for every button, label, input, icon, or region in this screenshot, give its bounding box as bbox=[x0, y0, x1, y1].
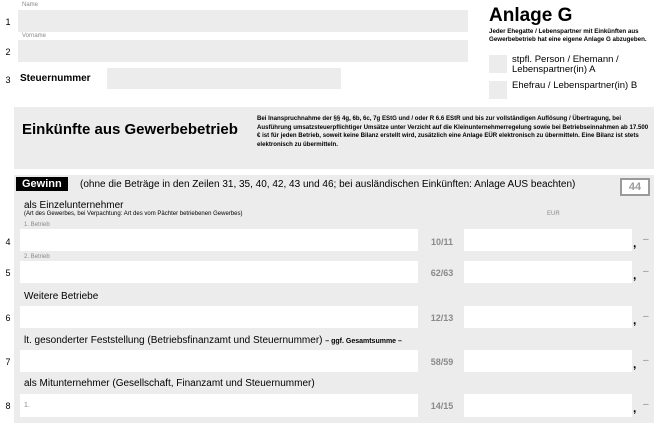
cents-dash: – bbox=[643, 234, 649, 245]
betrieb-2-placeholder: 2. Betrieb bbox=[24, 254, 50, 260]
decimal-comma: , bbox=[633, 268, 637, 282]
vorname-field[interactable] bbox=[18, 40, 468, 62]
cents-dash: – bbox=[643, 266, 649, 277]
line-number: 3 bbox=[5, 75, 11, 85]
decimal-comma: , bbox=[633, 236, 637, 250]
decimal-comma: , bbox=[633, 313, 637, 327]
weitere-field[interactable] bbox=[20, 306, 418, 328]
gesondert-suffix: – ggf. Gesamtsumme – bbox=[325, 338, 402, 345]
amount-field[interactable] bbox=[464, 350, 632, 372]
gesondert-heading bbox=[24, 335, 402, 346]
steuernummer-label: Steuernummer bbox=[20, 73, 91, 84]
form-title: Anlage G bbox=[489, 5, 573, 26]
line-number: 6 bbox=[5, 313, 11, 323]
gewinn-box: 44 bbox=[620, 178, 650, 196]
einzel-subtitle: (Art des Gewerbes, bei Verpachtung: Art des vom Pächter betriebenen Gewerbes) bbox=[24, 211, 243, 217]
line-number: 7 bbox=[5, 357, 11, 367]
einzel-title: als Einzelunternehmer bbox=[24, 200, 124, 211]
cents-dash: – bbox=[643, 399, 649, 410]
decimal-comma: , bbox=[633, 357, 637, 371]
steuernummer-field[interactable] bbox=[107, 68, 341, 89]
cents-dash: – bbox=[643, 311, 649, 322]
section-title: Einkünfte aus Gewerbebetrieb bbox=[22, 121, 238, 138]
amount-field[interactable] bbox=[464, 306, 632, 328]
person-b-checkbox[interactable] bbox=[489, 81, 507, 99]
mitunternehmer-field[interactable] bbox=[20, 394, 418, 417]
gewinn-text: (ohne die Beträge in den Zeilen 31, 35, 40, 42, 43 und 46; bei ausländischen Einkünften: Anlage AUS beachten) bbox=[80, 179, 576, 190]
betrieb-2-field[interactable] bbox=[20, 261, 418, 283]
betrieb-1-placeholder: 1. Betrieb bbox=[24, 222, 50, 228]
code-label: 58/59 bbox=[430, 357, 454, 367]
section-notice: Bei Inanspruchnahme der §§ 4g, 6b, 6c, 7g EStG und / oder R 6.6 EStR und bis zur vollständigen Auflösung / Übertragung, bei Ausführung umsatzsteuerpflichtiger Umsätze unter Verzicht auf die Kleinunternehmerregelung sowie bei Betriebseinnahmen ab 17.500 € ist für jeden Betrieb, soweit keine Bilanz erstellt wird, zusätzlich eine Anlage EÜR elektronisch zu übermitteln. Eine Bilanz ist stets elektronisch zu übermitteln. bbox=[257, 115, 649, 148]
decimal-comma: , bbox=[633, 401, 637, 415]
amount-field[interactable] bbox=[464, 261, 632, 283]
line-number: 1 bbox=[5, 17, 11, 27]
person-b-label: Ehefrau / Lebenspartner(in) B bbox=[512, 80, 638, 91]
line-number: 8 bbox=[5, 401, 11, 411]
amount-field[interactable] bbox=[464, 394, 632, 417]
person-a-checkbox[interactable] bbox=[489, 55, 507, 73]
name-label: Name bbox=[20, 2, 60, 8]
line-number: 4 bbox=[5, 237, 11, 247]
gewinn-label: Gewinn bbox=[16, 177, 68, 191]
mitunternehmer-heading: als Mitunternehmer (Gesellschaft, Finanzamt und Steuernummer) bbox=[24, 378, 315, 389]
code-label: 12/13 bbox=[430, 313, 454, 323]
form-note: Jeder Ehegatte / Lebenspartner mit Einkünften aus Gewerbebetrieb hat eine eigene Anlage G abzugeben. bbox=[489, 28, 647, 43]
vorname-label: Vorname bbox=[20, 33, 64, 39]
code-label: 62/63 bbox=[430, 268, 454, 278]
name-field[interactable] bbox=[18, 10, 468, 32]
eur-label: EUR bbox=[547, 211, 560, 217]
cents-dash: – bbox=[643, 355, 649, 366]
amount-field[interactable] bbox=[464, 229, 632, 251]
code-label: 10/11 bbox=[430, 237, 454, 247]
gesondert-field[interactable] bbox=[20, 350, 418, 372]
line-number: 5 bbox=[5, 268, 11, 278]
mitunternehmer-placeholder: 1. bbox=[24, 402, 30, 409]
weitere-heading: Weitere Betriebe bbox=[24, 291, 99, 302]
line-number: 2 bbox=[5, 47, 11, 57]
person-a-label: stpfl. Person / Ehemann / Lebenspartner(in) A bbox=[512, 54, 619, 75]
betrieb-1-field[interactable] bbox=[20, 229, 418, 251]
gesondert-text: lt. gesonderter Feststellung (Betriebsfinanzamt und Steuernummer) bbox=[24, 335, 323, 346]
code-label: 14/15 bbox=[430, 401, 454, 411]
